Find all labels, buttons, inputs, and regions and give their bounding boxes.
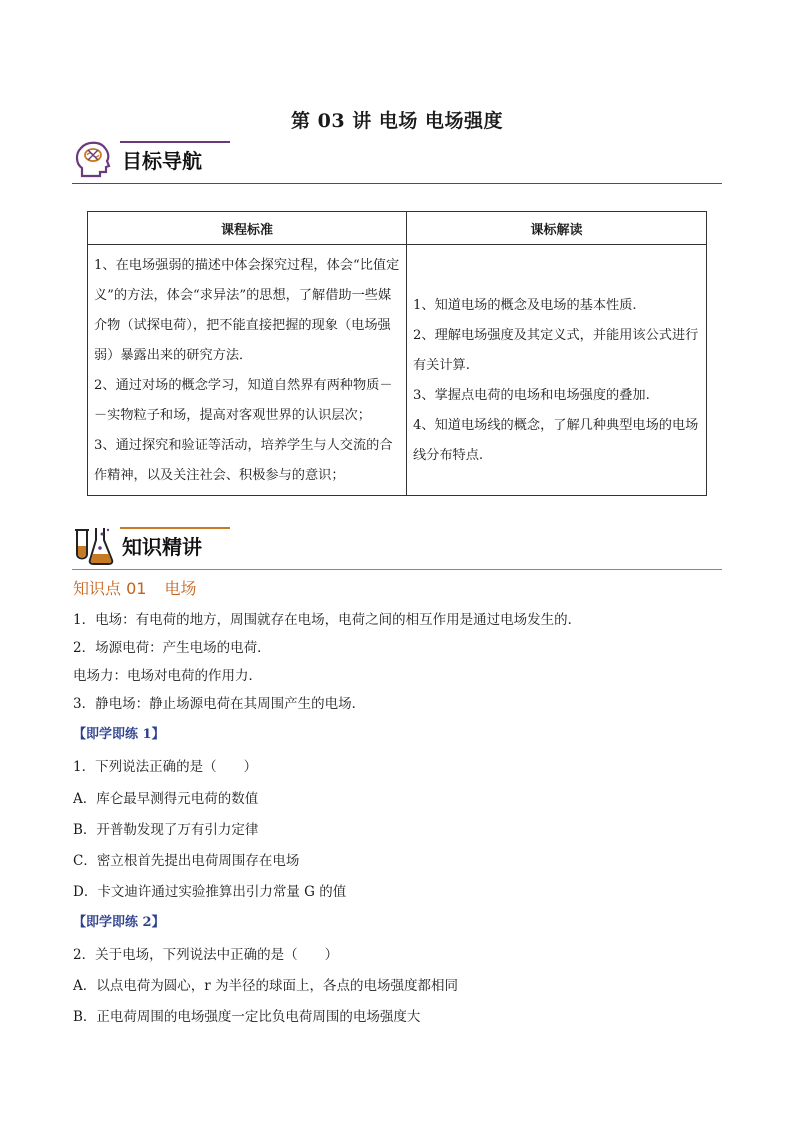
answer-option: B．正电荷周围的电场强度一定比负电荷周围的电场强度大 bbox=[73, 1009, 421, 1025]
question-text: 2．关于电场，下列说法中正确的是（ ） bbox=[73, 947, 339, 963]
section-title: 目标导航 bbox=[122, 149, 202, 173]
knowledge-point-name: 电场 bbox=[164, 579, 197, 598]
paragraph: 1．电场：有电荷的地方，周围就存在电场，电荷之间的相互作用是通过电场发生的． bbox=[73, 612, 582, 628]
section-divider bbox=[72, 183, 722, 184]
table-cell-interpretation bbox=[407, 245, 707, 496]
list-item: 1、在电场强弱的描述中体会探究过程，体会“比值定义”的方法，体会“求异法”的思想，了解借助一些媒介物（试探电荷），把不能直接把握的现象（电场强弱）暴露出来的研究方法． bbox=[94, 258, 400, 363]
decorative-line bbox=[120, 141, 230, 143]
list-item: 2、通过对场的概念学习，知道自然界有两种物质－－实物粒子和场，提高对客观世界的认识层次； bbox=[94, 378, 393, 423]
knowledge-point-title bbox=[73, 576, 196, 599]
practice-label: 【即学即练 2】 bbox=[73, 915, 165, 930]
paragraph: 2．场源电荷：产生电场的电荷． bbox=[73, 640, 271, 656]
list-item: 2、理解电场强度及其定义式，并能用该公式进行有关计算. bbox=[413, 328, 699, 373]
section-header-goals bbox=[72, 138, 722, 180]
list-item: 1、知道电场的概念及电场的基本性质. bbox=[413, 298, 637, 313]
knowledge-point-number: 知识点 01 bbox=[73, 579, 147, 598]
table-cell-standards bbox=[88, 245, 407, 496]
table-row bbox=[88, 245, 707, 496]
paragraph: 3．静电场：静止场源电荷在其周围产生的电场． bbox=[73, 696, 366, 712]
section-divider bbox=[72, 569, 722, 570]
table-header-row bbox=[88, 212, 707, 245]
answer-option: A．以点电荷为圆心，r 为半径的球面上，各点的电场强度都相同 bbox=[73, 978, 458, 994]
section-header-knowledge bbox=[72, 524, 722, 566]
paragraph: 电场力：电场对电荷的作用力． bbox=[73, 668, 262, 684]
brain-head-icon bbox=[72, 138, 114, 180]
column-header: 课程标准 bbox=[88, 212, 407, 245]
answer-option: A．库仑最早测得元电荷的数值 bbox=[73, 791, 259, 807]
chemistry-flask-icon bbox=[72, 524, 114, 566]
column-header: 课标解读 bbox=[407, 212, 707, 245]
practice-label: 【即学即练 1】 bbox=[73, 727, 165, 742]
list-item: 4、知道电场线的概念，了解几种典型电场的电场线分布特点. bbox=[413, 418, 699, 463]
page-title: 第 03 讲 电场 电场强度 bbox=[291, 110, 503, 132]
section-title: 知识精讲 bbox=[122, 535, 202, 559]
list-item: 3、掌握点电荷的电场和电场强度的叠加. bbox=[413, 388, 650, 403]
decorative-line bbox=[120, 527, 230, 529]
answer-option: B．开普勒发现了万有引力定律 bbox=[73, 822, 259, 838]
list-item: 3、通过探究和验证等活动，培养学生与人交流的合作精神，以及关注社会、积极参与的意识； bbox=[94, 438, 393, 483]
answer-option: C．密立根首先提出电荷周围存在电场 bbox=[73, 853, 300, 869]
curriculum-standards-table bbox=[87, 211, 707, 496]
question-text: 1．下列说法正确的是（ ） bbox=[73, 759, 258, 775]
answer-option: D．卡文迪许通过实验推算出引力常量 G 的值 bbox=[73, 884, 347, 900]
